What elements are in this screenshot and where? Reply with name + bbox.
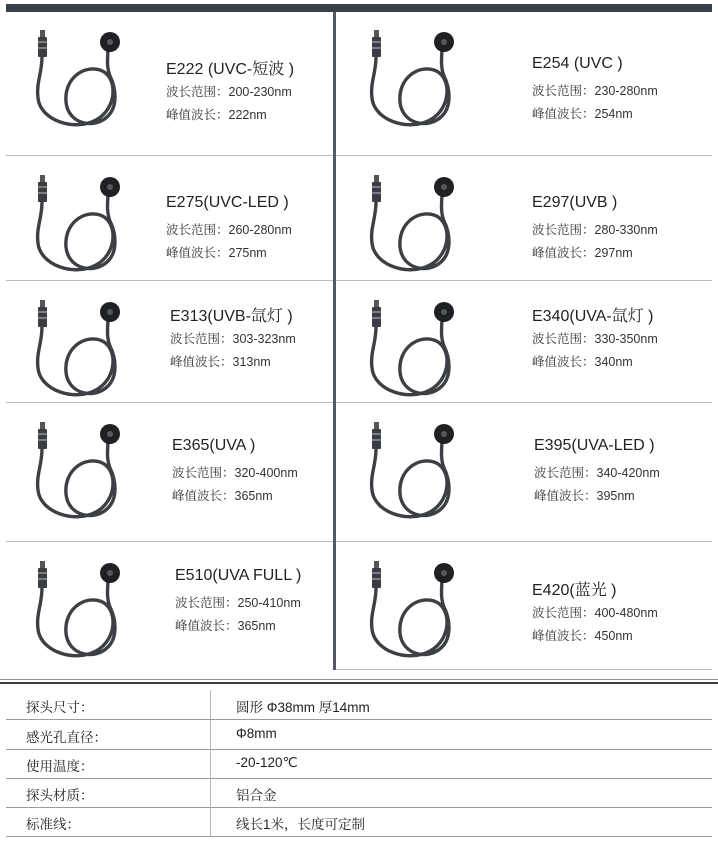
wavelength-range: 波长范围：340-420nm	[534, 466, 660, 480]
spec-label: 感光孔直径：	[26, 730, 107, 745]
product-model: E222 (UVC-短波 )	[166, 61, 295, 78]
spec-row-temperature	[6, 749, 712, 779]
spec-value: 铝合金	[236, 788, 277, 803]
wavelength-range: 波长范围：260-280nm	[166, 223, 292, 237]
spec-label: 探头材质：	[26, 788, 94, 803]
wavelength-range: 波长范围：230-280nm	[532, 84, 658, 98]
spec-value: 线长1米，长度可定制	[236, 817, 366, 832]
spec-label: 探头尺寸：	[26, 700, 94, 715]
spec-label: 使用温度：	[26, 759, 94, 774]
row-divider	[336, 155, 712, 156]
product-model: E297(UVB )	[532, 194, 618, 211]
peak-wavelength: 峰值波长：365nm	[172, 489, 273, 503]
peak-wavelength: 峰值波长：313nm	[170, 355, 271, 369]
product-card	[336, 543, 706, 663]
wavelength-range: 波长范围：330-350nm	[532, 332, 658, 346]
product-card	[6, 543, 376, 663]
row-divider	[6, 155, 333, 156]
wavelength-range: 波长范围：303-323nm	[170, 332, 296, 346]
spec-row-probe-size	[6, 690, 712, 720]
spec-row-material	[6, 778, 712, 808]
peak-wavelength: 峰值波长：275nm	[166, 246, 267, 260]
product-model: E313(UVB-氙灯 )	[170, 308, 293, 325]
product-card	[336, 157, 706, 277]
spec-value: Φ8mm	[236, 726, 277, 741]
spec-value: 圆形 Φ38mm 厚14mm	[236, 700, 370, 715]
product-model: E254 (UVC )	[532, 55, 623, 72]
product-card	[6, 282, 376, 402]
wavelength-range: 波长范围：400-480nm	[532, 606, 658, 620]
wavelength-range: 波长范围：200-230nm	[166, 85, 292, 99]
section-separator	[0, 676, 718, 688]
wavelength-range: 波长范围：250-410nm	[175, 596, 301, 610]
product-card	[336, 404, 706, 524]
product-model: E275(UVC-LED )	[166, 194, 289, 211]
peak-wavelength: 峰值波长：297nm	[532, 246, 633, 260]
spec-value: -20-120℃	[236, 755, 298, 770]
wavelength-range: 波长范围：320-400nm	[172, 466, 298, 480]
wavelength-range: 波长范围：280-330nm	[532, 223, 658, 237]
product-model: E510(UVA FULL )	[175, 567, 302, 584]
product-model: E365(UVA )	[172, 437, 256, 454]
product-card	[6, 12, 376, 132]
peak-wavelength: 峰值波长：222nm	[166, 108, 267, 122]
spec-row-cable	[6, 807, 712, 837]
peak-wavelength: 峰值波长：254nm	[532, 107, 633, 121]
row-divider	[6, 541, 333, 542]
product-model: E395(UVA-LED )	[534, 437, 655, 454]
header-bar	[6, 4, 712, 12]
product-card	[6, 404, 376, 524]
peak-wavelength: 峰值波长：395nm	[534, 489, 635, 503]
product-model: E340(UVA-氙灯 )	[532, 308, 654, 325]
spec-row-aperture	[6, 720, 712, 750]
row-divider	[336, 541, 712, 542]
peak-wavelength: 峰值波长：365nm	[175, 619, 276, 633]
product-card	[336, 12, 706, 132]
peak-wavelength: 峰值波长：340nm	[532, 355, 633, 369]
product-card	[6, 157, 376, 277]
product-model: E420(蓝光 )	[532, 582, 617, 599]
spec-label: 标准线：	[26, 817, 80, 832]
peak-wavelength: 峰值波长：450nm	[532, 629, 633, 643]
product-card	[336, 282, 706, 402]
